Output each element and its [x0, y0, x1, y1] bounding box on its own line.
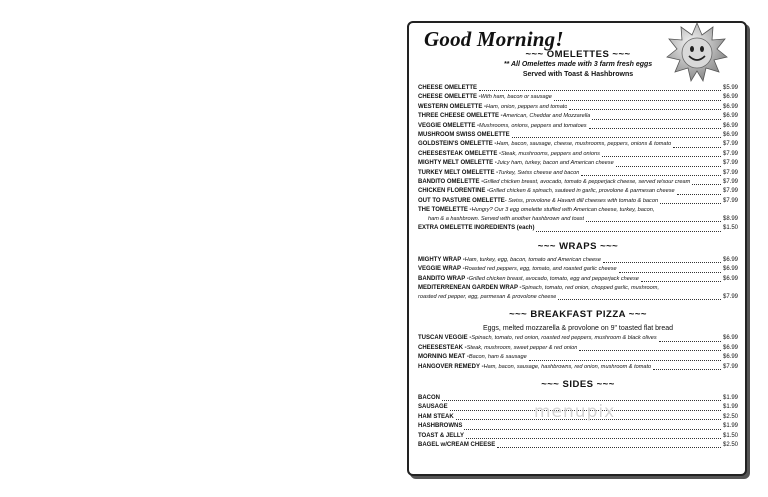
item-price: $6.99 — [722, 256, 738, 263]
menu-item — [418, 353, 738, 362]
item-name: THREE CHEESE OMELETTE - — [418, 113, 503, 120]
item-description: Mushrooms, onions, peppers and tomatoes — [479, 122, 587, 129]
item-description: - Swiss, provolone & Havarti dill cheeses with tomato & bacon — [504, 197, 659, 204]
menu-item — [418, 432, 738, 441]
item-name: WESTERN OMELETTE - — [418, 103, 486, 110]
menu-item — [418, 131, 738, 140]
item-price: $1.99 — [722, 404, 738, 411]
menu-item-extra-ingredients — [418, 224, 738, 233]
item-name: CHEESE OMELETTE — [418, 84, 478, 91]
menu-item — [418, 140, 738, 149]
item-name: EXTRA OMELETTE INGREDIENTS (each) — [418, 225, 535, 232]
item-price: $7.99 — [722, 178, 738, 185]
item-name: BANDITO OMELETTE - — [418, 178, 484, 185]
omelettes-section-title: ~~~ OMELETTES ~~~ — [525, 49, 631, 60]
wraps-list — [418, 256, 738, 284]
item-description: Steak, mushroom, sweet pepper & red onion — [466, 344, 578, 351]
item-price: $7.99 — [722, 141, 738, 148]
pizza-note: Eggs, melted mozzarella & provolone on 9" toasted flat bread — [482, 325, 674, 333]
item-price: $2.50 — [722, 441, 738, 448]
item-description: Hungry? Our 3 egg omelette stuffed with American cheese, turkey, bacon, — [471, 207, 655, 214]
wraps-section-title: ~~~ WRAPS ~~~ — [537, 240, 619, 252]
menu-content — [418, 49, 738, 450]
item-description: American, Cheddar and Mozzarella — [502, 113, 591, 120]
item-price: $7.99 — [722, 197, 738, 204]
item-price: $5.99 — [722, 84, 738, 91]
item-description: Ham, turkey, egg, bacon, tomato and American cheese — [464, 256, 601, 263]
item-description: With ham, bacon or sausage — [480, 94, 552, 101]
item-name: CHICKEN FLORENTINE - — [418, 188, 489, 195]
menu-item — [418, 197, 738, 206]
item-price: $7.99 — [722, 150, 738, 157]
item-description: Roasted red peppers, egg, tomato, and roasted garlic cheese — [464, 266, 617, 273]
item-description: Steak, mushrooms, peppers and onions — [501, 150, 600, 157]
item-name: CHEESESTEAK - — [418, 344, 467, 351]
item-description-continued: roasted red pepper, egg, parmesan & provolone cheese — [418, 294, 557, 301]
item-name: HAM STEAK — [418, 413, 454, 420]
item-name: BAGEL w/CREAM CHEESE — [418, 441, 496, 448]
item-description: Spinach, tomato, red onion, chopped garlic, mushroom, — [521, 285, 659, 292]
item-price: $1.99 — [722, 423, 738, 430]
menu-item — [418, 112, 738, 121]
item-price: $6.99 — [722, 94, 738, 101]
sides-section-title: ~~~ SIDES ~~~ — [541, 379, 615, 391]
menu-item — [418, 422, 738, 431]
item-name: CHEESE OMELETTE - — [418, 94, 481, 101]
pizza-section-title: ~~~ BREAKFAST PIZZA ~~~ — [509, 309, 647, 321]
item-name: TOAST & JELLY — [418, 432, 465, 439]
item-price: $7.99 — [722, 294, 738, 301]
item-name: VEGGIE WRAP - — [418, 266, 465, 273]
item-description: Bacon, ham & sausage — [468, 354, 527, 361]
menu-item — [418, 265, 738, 274]
menu-item — [418, 159, 738, 168]
menu-item — [418, 103, 738, 112]
item-name: MEDITERRENEAN GARDEN WRAP - — [418, 285, 522, 292]
item-name: BACON — [418, 395, 440, 401]
item-description: Grilled chicken breast, avocado, tomato & pepperjack cheese, served w/sour cream — [483, 178, 691, 185]
item-name: MIGHTY MELT OMELETTE - — [418, 160, 497, 167]
item-name: VEGGIE OMELETTE - — [418, 122, 480, 129]
menu-item-tomelette — [418, 206, 738, 224]
menu-item — [418, 150, 738, 159]
item-description: Grilled chicken & spinach, sauteed in garlic, provolone & parmesan cheese — [489, 188, 675, 195]
item-description: Grilled chicken breast, avocado, tomato, egg and pepperjack cheese — [468, 275, 639, 282]
item-price: $6.99 — [722, 275, 738, 282]
item-price: $1.50 — [722, 225, 738, 232]
menu-item — [418, 363, 738, 372]
item-price: $6.99 — [722, 266, 738, 273]
omelettes-note: ** All Omelettes made with 3 farm fresh eggs — [503, 61, 653, 68]
item-name: GOLDSTEIN'S OMELETTE - — [418, 141, 497, 148]
menu-item — [418, 169, 738, 178]
menu-item-mediterranean-wrap — [418, 284, 738, 302]
menu-item — [418, 441, 738, 450]
menu-item — [418, 122, 738, 131]
item-price: $6.99 — [722, 344, 738, 351]
item-description: Juicy ham, turkey, bacon and American cheese — [496, 160, 614, 167]
menu-item — [418, 178, 738, 187]
item-name: THE TOMELETTE - — [418, 207, 472, 214]
item-name: MORNING MEAT - — [418, 354, 469, 361]
item-name: MIGHTY WRAP - — [418, 256, 465, 263]
item-price: $7.99 — [722, 169, 738, 176]
menu-item — [418, 344, 738, 353]
item-price: $6.99 — [722, 103, 738, 110]
item-price: $7.99 — [722, 160, 738, 167]
item-description: Ham, bacon, sausage, cheese, mushrooms, peppers, onions & tomato — [496, 141, 672, 148]
item-price: $1.99 — [722, 395, 738, 401]
item-price: $7.99 — [722, 188, 738, 195]
item-name: TURKEY MELT OMELETTE - — [418, 169, 499, 176]
item-description: Ham, bacon, sausage, hashbrowns, red onion, mushroom & tomato — [483, 363, 652, 370]
pizza-list — [418, 334, 738, 372]
item-price: $7.99 — [722, 363, 738, 370]
watermark: menupix — [534, 402, 616, 422]
item-name: TUSCAN VEGGIE - — [418, 335, 472, 342]
menu-item — [418, 187, 738, 196]
item-price: $1.50 — [722, 432, 738, 439]
item-price: $6.99 — [722, 113, 738, 120]
item-price: $6.99 — [722, 122, 738, 129]
item-name: HASHBROWNS — [418, 423, 463, 430]
menu-title: Good Morning! — [424, 27, 564, 51]
item-price: $6.99 — [722, 131, 738, 138]
omelettes-served-note: Served with Toast & Hashbrowns — [522, 71, 634, 78]
omelettes-list — [418, 84, 738, 206]
item-name: CHEESESTEAK OMELETTE - — [418, 150, 502, 157]
menu-item — [418, 84, 738, 93]
item-name: BANDITO WRAP - — [418, 275, 469, 282]
item-description: Spinach, tomato, red onion, roasted red peppers, mushroom & black olives — [471, 335, 657, 342]
item-price: $8.99 — [722, 216, 738, 223]
item-description: Ham, onion, peppers and tomato — [486, 103, 568, 110]
item-description: Turkey, Swiss cheese and bacon — [498, 169, 580, 176]
menu-item — [418, 275, 738, 284]
menu-item — [418, 93, 738, 102]
item-name: OUT TO PASTURE OMELETTE — [418, 197, 505, 204]
item-price: $2.50 — [722, 413, 738, 420]
menu-item — [418, 256, 738, 265]
item-name: MUSHROOM SWISS OMELETTE — [418, 131, 510, 138]
item-price: $6.99 — [722, 335, 738, 342]
item-price: $6.99 — [722, 354, 738, 361]
menu-item — [418, 334, 738, 343]
item-name: SAUSAGE — [418, 404, 448, 411]
item-description-continued: ham & a hashbrown. Served with another hashbrown and toast — [428, 216, 585, 223]
item-name: HANGOVER REMEDY - — [418, 363, 484, 370]
